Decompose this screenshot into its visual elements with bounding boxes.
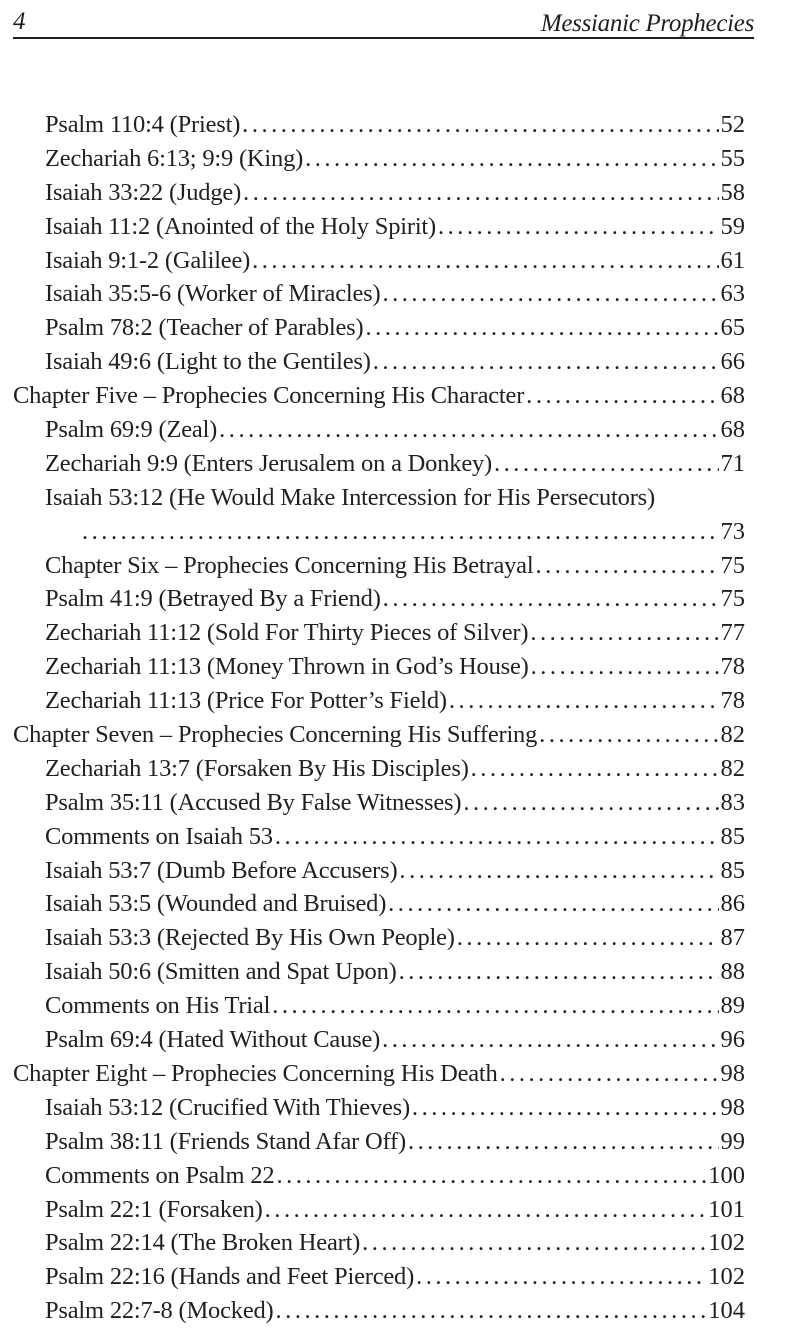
toc-entry[interactable] bbox=[0, 345, 800, 379]
running-title: Messianic Prophecies bbox=[540, 10, 754, 37]
toc-entry-label: Chapter Seven – Prophecies Concerning His Suffering bbox=[13, 721, 538, 749]
dot-leader bbox=[438, 210, 719, 244]
dot-leader bbox=[276, 1294, 707, 1328]
dot-leader bbox=[399, 955, 719, 989]
toc-entry-label: Zechariah 11:12 (Sold For Thirty Pieces of Silver) bbox=[45, 619, 529, 647]
toc-entry-label: Comments on His Trial bbox=[45, 992, 271, 1020]
toc-entry-label: Isaiah 53:5 (Wounded and Bruised) bbox=[45, 890, 387, 918]
toc-entry-continuation[interactable] bbox=[0, 515, 800, 549]
dot-leader bbox=[539, 718, 718, 752]
dot-leader bbox=[382, 1023, 718, 1057]
dot-leader bbox=[82, 515, 719, 549]
toc-entry[interactable] bbox=[0, 1260, 800, 1294]
dot-leader bbox=[531, 650, 719, 684]
dot-leader bbox=[500, 1057, 719, 1091]
toc-entry-page: 75 bbox=[720, 551, 745, 579]
toc-entry[interactable] bbox=[0, 887, 800, 921]
toc-entry[interactable] bbox=[0, 1193, 800, 1227]
toc-entry[interactable] bbox=[0, 752, 800, 786]
running-header bbox=[13, 6, 754, 39]
toc-entry-page: 101 bbox=[708, 1195, 745, 1223]
toc-entry[interactable] bbox=[0, 921, 800, 955]
dot-leader bbox=[242, 108, 718, 142]
toc-entry-label: Psalm 69:4 (Hated Without Cause) bbox=[45, 1026, 381, 1054]
toc-entry-label: Chapter Eight – Prophecies Concerning His Death bbox=[13, 1059, 498, 1087]
toc-entry[interactable] bbox=[0, 1023, 800, 1057]
dot-leader bbox=[494, 447, 719, 481]
toc-entry-label: Psalm 38:11 (Friends Stand Afar Off) bbox=[45, 1127, 406, 1155]
toc-entry-label: Psalm 41:9 (Betrayed By a Friend) bbox=[45, 585, 381, 613]
toc-entry-label: Isaiah 50:6 (Smitten and Spat Upon) bbox=[45, 958, 397, 986]
dot-leader bbox=[530, 616, 718, 650]
dot-leader bbox=[305, 142, 718, 176]
dot-leader bbox=[219, 413, 718, 447]
toc-entry-label: Psalm 22:7-8 (Mocked) bbox=[45, 1297, 274, 1325]
toc-entry[interactable] bbox=[0, 820, 800, 854]
toc-entry-label: Psalm 22:1 (Forsaken) bbox=[45, 1195, 263, 1223]
dot-leader bbox=[471, 752, 719, 786]
toc-entry-page: 82 bbox=[720, 721, 745, 749]
dot-leader bbox=[373, 345, 719, 379]
toc-entry-page: 89 bbox=[720, 992, 745, 1020]
toc-entry[interactable] bbox=[0, 786, 800, 820]
dot-leader bbox=[526, 379, 718, 413]
toc-entry-page: 55 bbox=[720, 144, 745, 172]
dot-leader bbox=[457, 921, 719, 955]
toc-entry-label: Chapter Five – Prophecies Concerning His Character bbox=[13, 382, 525, 410]
dot-leader bbox=[243, 176, 718, 210]
toc-entry-page: 78 bbox=[720, 653, 745, 681]
toc-entry-label: Isaiah 53:12 (Crucified With Thieves) bbox=[45, 1093, 410, 1121]
toc-entry-page: 85 bbox=[720, 856, 745, 884]
page-number: 4 bbox=[13, 8, 26, 35]
toc-entry-label: Zechariah 13:7 (Forsaken By His Disciples) bbox=[45, 754, 469, 782]
toc-entry-label: Comments on Psalm 22 bbox=[45, 1161, 275, 1189]
dot-leader bbox=[408, 1125, 719, 1159]
toc-entry-page: 59 bbox=[720, 212, 745, 240]
toc-entry[interactable] bbox=[0, 1125, 800, 1159]
toc-entry-label: Psalm 35:11 (Accused By False Witnesses) bbox=[45, 788, 462, 816]
toc-entry-page: 88 bbox=[720, 958, 745, 986]
dot-leader bbox=[416, 1260, 706, 1294]
toc-entry-page: 58 bbox=[720, 178, 745, 206]
toc-entry[interactable] bbox=[0, 210, 800, 244]
toc-entry[interactable] bbox=[0, 1091, 800, 1125]
toc-entry[interactable] bbox=[0, 413, 800, 447]
toc-entry-label: Zechariah 11:13 (Money Thrown in God’s House) bbox=[45, 653, 529, 681]
toc-entry-page: 98 bbox=[720, 1093, 745, 1121]
toc-entry-page: 61 bbox=[720, 246, 745, 274]
dot-leader bbox=[463, 786, 718, 820]
toc-entry-page: 96 bbox=[720, 1026, 745, 1054]
toc-entry[interactable] bbox=[0, 1294, 800, 1328]
dot-leader bbox=[449, 684, 719, 718]
dot-leader bbox=[272, 989, 718, 1023]
toc-entry-label: Chapter Six – Prophecies Concerning His Betrayal bbox=[45, 551, 534, 579]
toc-entry[interactable] bbox=[0, 142, 800, 176]
toc-entry-page: 68 bbox=[720, 416, 745, 444]
toc-entry[interactable] bbox=[0, 244, 800, 278]
toc-entry-page: 104 bbox=[708, 1297, 745, 1325]
toc-entry-page: 83 bbox=[720, 788, 745, 816]
toc-entry-label: Isaiah 33:22 (Judge) bbox=[45, 178, 242, 206]
toc-entry[interactable] bbox=[0, 549, 800, 583]
toc-entry-page: 63 bbox=[720, 280, 745, 308]
toc-entry-page: 66 bbox=[720, 348, 745, 376]
toc-entry-label: Psalm 22:16 (Hands and Feet Pierced) bbox=[45, 1263, 415, 1291]
dot-leader bbox=[365, 311, 718, 345]
toc-entry[interactable] bbox=[0, 582, 800, 616]
toc-entry-page: 82 bbox=[720, 754, 745, 782]
toc-entry-page: 77 bbox=[720, 619, 745, 647]
toc-entry[interactable] bbox=[0, 311, 800, 345]
toc-entry-label: Psalm 78:2 (Teacher of Parables) bbox=[45, 314, 364, 342]
toc-entry-page: 75 bbox=[720, 585, 745, 613]
dot-leader bbox=[276, 1159, 706, 1193]
toc-entry-label: Isaiah 53:12 (He Would Make Intercession for His Persecutors) bbox=[45, 483, 655, 511]
toc-entry[interactable] bbox=[0, 1226, 800, 1260]
toc-entry-page: 85 bbox=[720, 822, 745, 850]
toc-entry-page: 87 bbox=[720, 924, 745, 952]
dot-leader bbox=[383, 582, 719, 616]
toc-entry[interactable] bbox=[0, 989, 800, 1023]
toc-entry-label: Zechariah 6:13; 9:9 (King) bbox=[45, 144, 304, 172]
toc-entry-label: Zechariah 11:13 (Price For Potter’s Field) bbox=[45, 687, 447, 715]
toc-entry-page: 52 bbox=[720, 111, 745, 138]
toc-entry-page: 65 bbox=[720, 314, 745, 342]
toc-entry[interactable] bbox=[0, 277, 800, 311]
toc-entry-label: Zechariah 9:9 (Enters Jerusalem on a Donkey) bbox=[45, 449, 492, 477]
toc-entry-label: Isaiah 11:2 (Anointed of the Holy Spirit) bbox=[45, 212, 436, 240]
toc-entry-page: 71 bbox=[720, 449, 745, 477]
dot-leader bbox=[252, 244, 718, 278]
toc-entry-label: Psalm 69:9 (Zeal) bbox=[45, 416, 218, 444]
toc-entry-page: 102 bbox=[708, 1229, 745, 1257]
toc-entry[interactable] bbox=[0, 108, 800, 142]
toc-entry-label: Psalm 110:4 (Priest) bbox=[45, 111, 241, 138]
toc-entry-page: 68 bbox=[720, 382, 745, 410]
toc-entry-page: 100 bbox=[708, 1161, 745, 1189]
toc-entry-label: Psalm 22:14 (The Broken Heart) bbox=[45, 1229, 361, 1257]
toc-entry-page: 102 bbox=[708, 1263, 745, 1291]
toc-entry[interactable] bbox=[0, 854, 800, 888]
toc-entry-label: Comments on Isaiah 53 bbox=[45, 822, 273, 850]
toc-entry-label: Isaiah 53:7 (Dumb Before Accusers) bbox=[45, 856, 398, 884]
dot-leader bbox=[265, 1193, 707, 1227]
dot-leader bbox=[275, 820, 719, 854]
toc-entry-page: 73 bbox=[720, 517, 745, 545]
toc-entry-page: 98 bbox=[720, 1059, 745, 1087]
dot-leader bbox=[535, 549, 718, 583]
toc-chapter-entry[interactable] bbox=[0, 718, 800, 752]
toc-entry[interactable] bbox=[0, 616, 800, 650]
dot-leader bbox=[362, 1226, 706, 1260]
dot-leader bbox=[382, 277, 718, 311]
toc-chapter-entry[interactable] bbox=[0, 1057, 800, 1091]
toc-entry[interactable] bbox=[0, 447, 800, 481]
dot-leader bbox=[399, 854, 718, 888]
dot-leader bbox=[388, 887, 718, 921]
toc-entry[interactable] bbox=[0, 176, 800, 210]
table-of-contents bbox=[0, 108, 800, 1328]
dot-leader bbox=[412, 1091, 719, 1125]
toc-chapter-entry[interactable] bbox=[0, 379, 800, 413]
toc-entry[interactable] bbox=[0, 1159, 800, 1193]
toc-entry[interactable] bbox=[0, 684, 800, 718]
toc-entry[interactable] bbox=[0, 481, 800, 515]
toc-entry-label: Isaiah 53:3 (Rejected By His Own People) bbox=[45, 924, 455, 952]
toc-entry-page: 99 bbox=[720, 1127, 745, 1155]
toc-entry[interactable] bbox=[0, 955, 800, 989]
toc-entry-label: Isaiah 9:1-2 (Galilee) bbox=[45, 246, 251, 274]
toc-entry-page: 78 bbox=[720, 687, 745, 715]
toc-entry-label: Isaiah 49:6 (Light to the Gentiles) bbox=[45, 348, 371, 376]
toc-entry-page: 86 bbox=[720, 890, 745, 918]
toc-entry-label: Isaiah 35:5-6 (Worker of Miracles) bbox=[45, 280, 381, 308]
toc-entry[interactable] bbox=[0, 650, 800, 684]
